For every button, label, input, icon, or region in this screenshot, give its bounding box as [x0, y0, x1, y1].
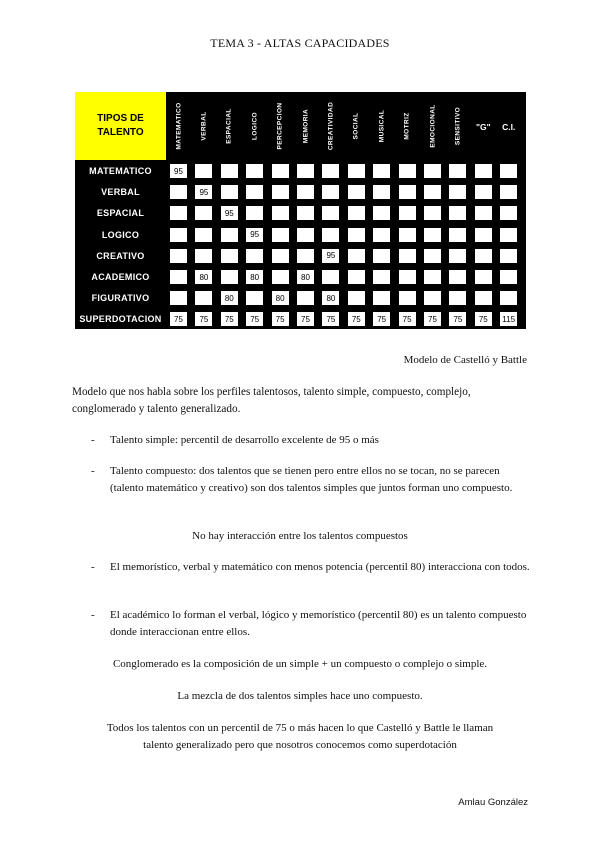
table-cell: 75	[474, 311, 493, 327]
column-header	[166, 92, 191, 160]
table-cell	[372, 205, 391, 221]
table-cell: 75	[448, 311, 467, 327]
table-cell	[220, 248, 239, 264]
centered-note-line1: Todos los talentos con un percentil de 75 o más hacen lo que Castelló y Battle le llaman	[106, 722, 494, 734]
table-cell	[194, 227, 213, 243]
table-cell: 95	[194, 184, 213, 200]
table-cell	[474, 227, 493, 243]
corner-label-line1: TIPOS DE	[97, 113, 144, 124]
table-cell	[372, 227, 391, 243]
author-name: Amlau González	[458, 797, 528, 808]
table-cell	[220, 163, 239, 179]
table-cell	[321, 184, 340, 200]
table-cell: 80	[245, 269, 264, 285]
table-cell	[499, 269, 518, 285]
table-cell	[271, 184, 290, 200]
table-cell: 80	[220, 290, 239, 306]
table-cell	[220, 269, 239, 285]
table-cell: 75	[321, 311, 340, 327]
table-cell	[321, 205, 340, 221]
table-cell	[296, 184, 315, 200]
table-cell	[169, 184, 188, 200]
table-cell	[448, 269, 467, 285]
table-cell	[499, 248, 518, 264]
table-cell: 75	[372, 311, 391, 327]
table-cell	[398, 205, 417, 221]
table-cell	[245, 290, 264, 306]
column-header-label: MATEMATICO	[175, 102, 182, 150]
table-cell: 75	[220, 311, 239, 327]
column-header	[268, 92, 293, 160]
table-cell	[169, 290, 188, 306]
table-cell	[398, 184, 417, 200]
table-cell: 115	[499, 311, 518, 327]
table-cell	[499, 163, 518, 179]
table-cell	[423, 248, 442, 264]
table-cell	[169, 269, 188, 285]
column-header-label: SOCIAL	[352, 112, 360, 140]
column-header	[191, 92, 216, 160]
column-header	[369, 92, 394, 160]
table-cell	[271, 227, 290, 243]
table-cell	[347, 248, 366, 264]
table-cell	[296, 227, 315, 243]
table-cell	[499, 227, 518, 243]
column-header-label: MUSICAL	[378, 109, 386, 143]
column-header	[293, 92, 318, 160]
table-caption: Modelo de Castelló y Battle	[403, 354, 527, 366]
column-header	[420, 92, 445, 160]
table-cell	[423, 205, 442, 221]
bullet-dash: -	[91, 465, 95, 477]
centered-note: La mezcla de dos talentos simples hace uno compuesto.	[177, 690, 423, 702]
table-cell	[245, 163, 264, 179]
table-cell	[474, 163, 493, 179]
table-cell	[321, 269, 340, 285]
table-cell	[423, 184, 442, 200]
table-cell	[296, 205, 315, 221]
table-cell	[474, 205, 493, 221]
row-label: SUPERDOTACION	[79, 314, 162, 325]
column-header-label: PERCEPCION	[276, 102, 284, 150]
column-header	[496, 92, 521, 160]
table-cell: 75	[347, 311, 366, 327]
centered-note: No hay interacción entre los talentos compuestos	[192, 530, 408, 542]
table-cell: 75	[194, 311, 213, 327]
column-header	[395, 92, 420, 160]
bullet-text: Talento simple: percentil de desarrollo excelente de 95 o más	[110, 434, 379, 446]
table-cell	[321, 163, 340, 179]
table-cell: 75	[296, 311, 315, 327]
column-header	[217, 92, 242, 160]
table-cell: 75	[398, 311, 417, 327]
row-label: ESPACIAL	[96, 208, 145, 219]
table-cell	[347, 290, 366, 306]
table-cell	[398, 290, 417, 306]
bullet-text: El memorístico, verbal y matemático con menos potencia (percentil 80) interacciona con todos.	[110, 561, 530, 573]
table-cell	[271, 205, 290, 221]
table-cell	[321, 227, 340, 243]
table-cell: 75	[169, 311, 188, 327]
table-cell: 80	[271, 290, 290, 306]
table-cell	[499, 290, 518, 306]
column-header	[242, 92, 267, 160]
row-label: ACADEMICO	[91, 272, 150, 282]
table-cell: 75	[423, 311, 442, 327]
table-cell	[398, 248, 417, 264]
table-cell: 95	[321, 248, 340, 264]
table-cell	[296, 163, 315, 179]
table-cell	[347, 184, 366, 200]
row-label: VERBAL	[101, 187, 140, 198]
table-cell: 95	[220, 205, 239, 221]
bullet-item	[91, 559, 531, 576]
column-header-label: CREATIVIDAD	[327, 101, 335, 151]
table-cell	[474, 248, 493, 264]
table-cell	[398, 163, 417, 179]
table-cell	[194, 290, 213, 306]
table-cell	[245, 205, 264, 221]
table-cell	[448, 184, 467, 200]
column-header-label: C.I.	[502, 122, 516, 132]
table-cell	[347, 205, 366, 221]
column-header-label: LOGICO	[251, 111, 259, 141]
table-cell	[347, 269, 366, 285]
table-cell	[245, 184, 264, 200]
intro-paragraph: Modelo que nos habla sobre los perfiles talentosos, talento simple, compuesto, complejo, conglomerado y talento generalizado.	[72, 386, 471, 415]
table-cell	[194, 163, 213, 179]
table-cell	[194, 248, 213, 264]
table-cell	[448, 290, 467, 306]
table-cell	[220, 184, 239, 200]
bullet-dash: -	[91, 609, 95, 621]
column-header-label: MEMORIA	[302, 108, 309, 144]
talent-table	[75, 92, 526, 329]
table-cell: 80	[321, 290, 340, 306]
table-cell	[220, 227, 239, 243]
table-cell	[296, 248, 315, 264]
column-header	[318, 92, 343, 160]
column-header	[344, 92, 369, 160]
table-cell	[194, 205, 213, 221]
table-cell: 80	[296, 269, 315, 285]
table-cell	[372, 290, 391, 306]
centered-note: Conglomerado es la composición de un simple + un compuesto o complejo o simple.	[112, 658, 488, 670]
table-cell	[296, 290, 315, 306]
table-cell	[271, 163, 290, 179]
column-header-label: VERBAL	[200, 111, 208, 141]
table-cell	[423, 163, 442, 179]
table-cell	[372, 184, 391, 200]
column-header-label: SENSITIVO	[454, 106, 462, 146]
table-cell	[372, 163, 391, 179]
bullet-text: El académico lo forman el verbal, lógico y memorístico (percentil 80) es un talento compuesto donde interaccionan entre ellos.	[110, 609, 527, 638]
page-title: TEMA 3 - ALTAS CAPACIDADES	[210, 36, 390, 50]
table-cell: 95	[169, 163, 188, 179]
bullet-dash: -	[91, 561, 95, 573]
bullet-item	[91, 432, 531, 449]
table-cell	[169, 248, 188, 264]
centered-note-line2: talento generalizado pero que nosotros conocemos como superdotación	[143, 739, 457, 751]
table-cell	[347, 227, 366, 243]
table-cell	[423, 290, 442, 306]
table-cell	[271, 269, 290, 285]
table-cell	[169, 227, 188, 243]
column-header	[471, 92, 496, 160]
table-cell	[245, 248, 264, 264]
column-header-label: "G"	[475, 122, 491, 132]
table-cell: 75	[245, 311, 264, 327]
table-cell	[499, 205, 518, 221]
row-label: LOGICO	[101, 229, 140, 240]
column-header-label: ESPACIAL	[225, 108, 233, 144]
table-cell: 75	[271, 311, 290, 327]
table-cell	[423, 269, 442, 285]
column-header-label: MOTRIZ	[403, 112, 411, 140]
table-cell	[398, 269, 417, 285]
table-cell	[448, 248, 467, 264]
table-cell	[372, 269, 391, 285]
row-label: CREATIVO	[96, 250, 145, 261]
table-cell	[347, 163, 366, 179]
table-cell: 95	[245, 227, 264, 243]
row-label: FIGURATIVO	[91, 293, 150, 304]
table-cell	[423, 227, 442, 243]
table-cell	[448, 227, 467, 243]
table-cell	[474, 184, 493, 200]
table-cell	[448, 163, 467, 179]
table-corner-header	[75, 92, 166, 160]
table-cell	[448, 205, 467, 221]
table-cell	[499, 184, 518, 200]
bullet-item	[91, 463, 531, 497]
column-header-label: EMOCIONAL	[429, 104, 436, 148]
table-cell	[398, 227, 417, 243]
bullet-text: Talento compuesto: dos talentos que se tienen pero entre ellos no se tocan, no se parecen (talento matemático y creativo) son dos talentos simples que juntos forman uno compuesto.	[110, 465, 513, 494]
table-cell: 80	[194, 269, 213, 285]
table-cell	[474, 290, 493, 306]
table-cell	[474, 269, 493, 285]
bullet-item	[91, 607, 531, 641]
bullet-dash: -	[91, 434, 95, 446]
row-label: MATEMATICO	[89, 166, 152, 176]
table-cell	[271, 248, 290, 264]
corner-label-line2: TALENTO	[97, 127, 144, 138]
column-header	[445, 92, 470, 160]
table-cell	[169, 205, 188, 221]
table-cell	[372, 248, 391, 264]
